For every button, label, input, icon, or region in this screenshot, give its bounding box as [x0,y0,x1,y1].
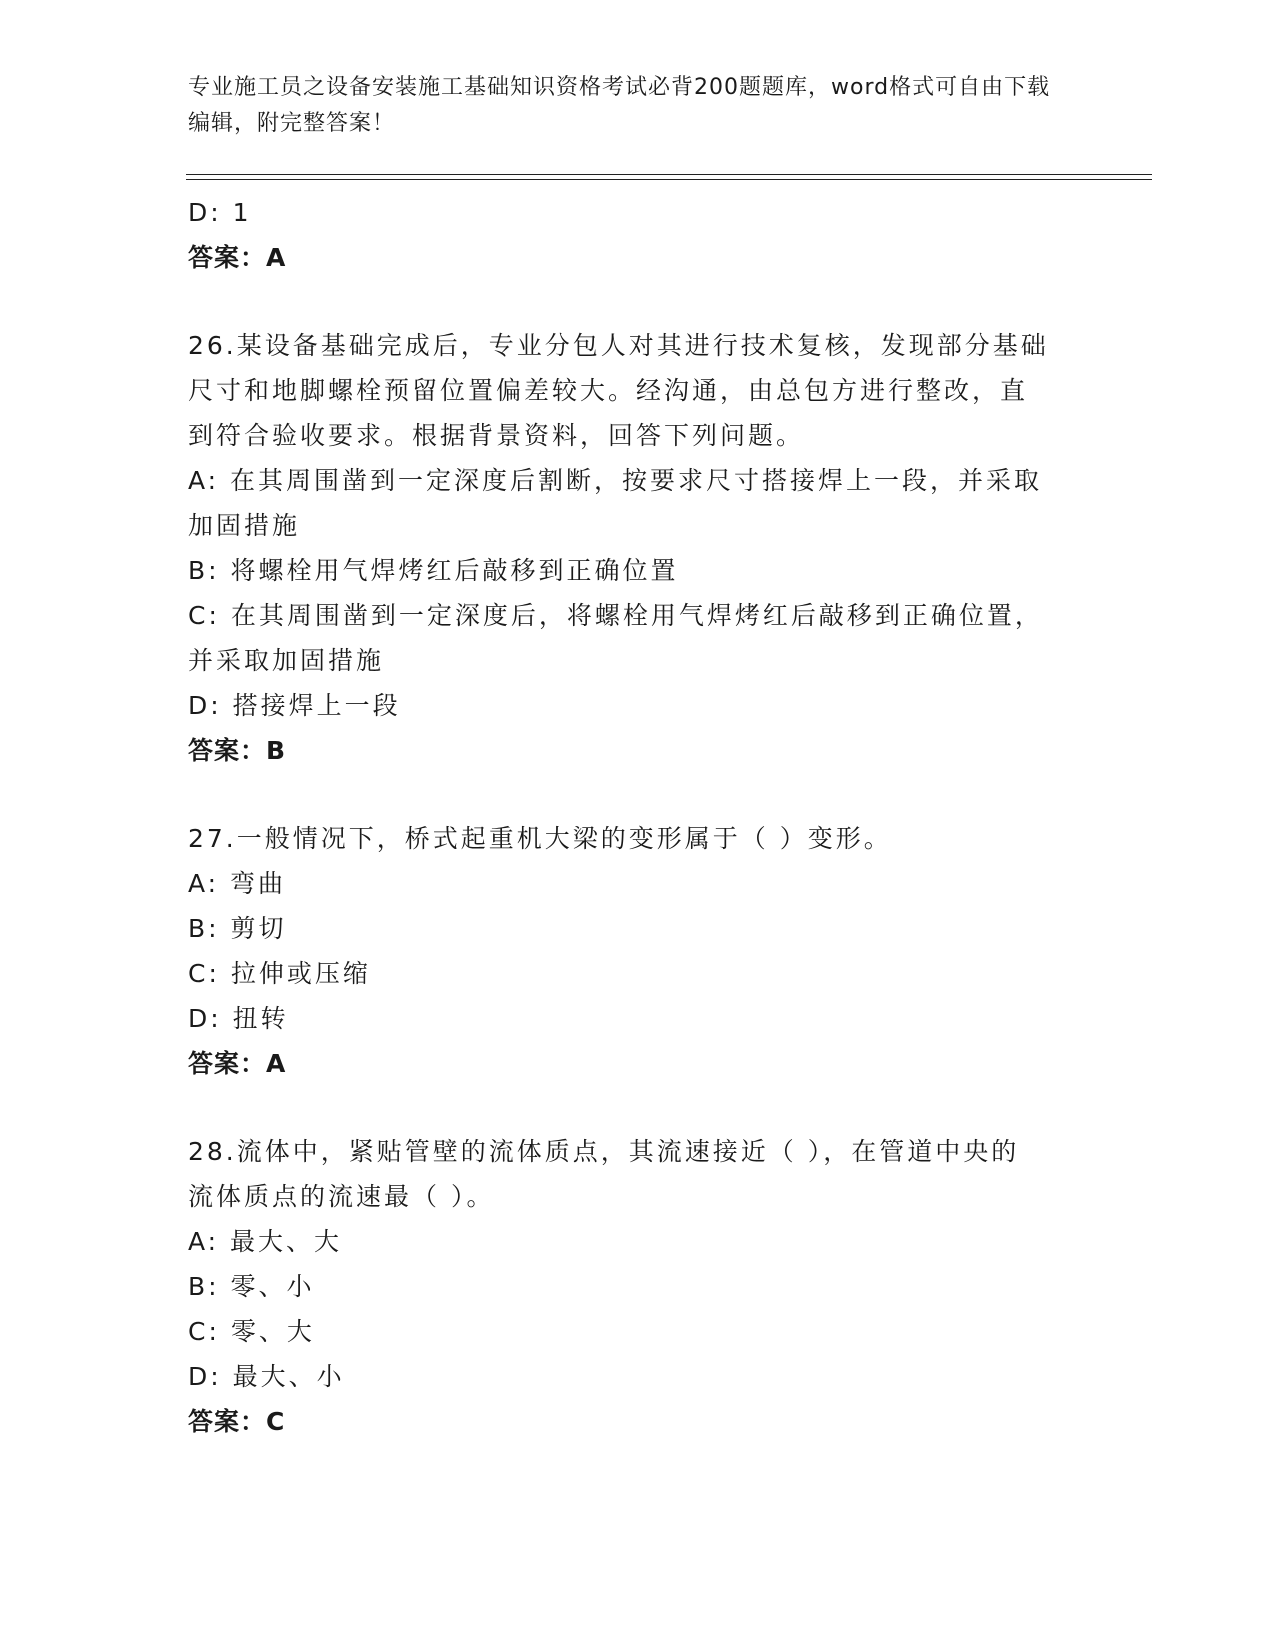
option-c: C: 零、大 [188,1317,315,1346]
question-stem-line: 28.流体中，紧贴管壁的流体质点，其流速接近（ ），在管道中央的 [188,1137,1020,1166]
option-c: C: 拉伸或压缩 [188,959,371,988]
option-b: B: 将螺栓用气焊烤红后敲移到正确位置 [188,556,679,585]
question-stem-line: 流体质点的流速最（ ）。 [188,1182,495,1211]
header-rule-bottom [186,179,1152,180]
answer: 答案：A [188,1049,287,1078]
answer: 答案：B [188,736,287,765]
question-stem-line: 尺寸和地脚螺栓预留位置偏差较大。经沟通，由总包方进行整改，直 [188,376,1029,405]
option-d: D: 搭接焊上一段 [188,691,401,720]
answer: 答案：C [188,1407,286,1436]
question-stem-line: 到符合验收要求。根据背景资料，回答下列问题。 [188,421,805,450]
document-title: 专业施工员之设备安装施工基础知识资格考试必背200题题库，word格式可自由下载编辑，附完整答案！ [188,75,1051,136]
option-c-continued: 并采取加固措施 [188,646,385,675]
question-28 [188,1129,1088,1444]
question-stem-line: 27.一般情况下，桥式起重机大梁的变形属于（ ）变形。 [188,824,892,853]
document-header [188,70,1068,142]
question-content [188,190,1088,1444]
question-27 [188,816,1088,1086]
option-d: D: 扭转 [188,1004,289,1033]
question-26 [188,323,1088,773]
header-rule-top [186,174,1152,175]
prev-answer: 答案：A [188,243,287,272]
option-d: D: 最大、小 [188,1362,345,1391]
option-a: A: 最大、大 [188,1227,343,1256]
question-stem-line: 26.某设备基础完成后，专业分包人对其进行技术复核，发现部分基础 [188,331,1049,360]
option-a: A: 弯曲 [188,869,287,898]
option-a-continued: 加固措施 [188,511,301,540]
option-c: C: 在其周围凿到一定深度后，将螺栓用气焊烤红后敲移到正确位置， [188,601,1043,630]
option-b: B: 剪切 [188,914,287,943]
prev-option-d: D: 1 [188,198,252,227]
option-b: B: 零、小 [188,1272,315,1301]
option-a: A: 在其周围凿到一定深度后割断，按要求尺寸搭接焊上一段，并采取 [188,466,1043,495]
